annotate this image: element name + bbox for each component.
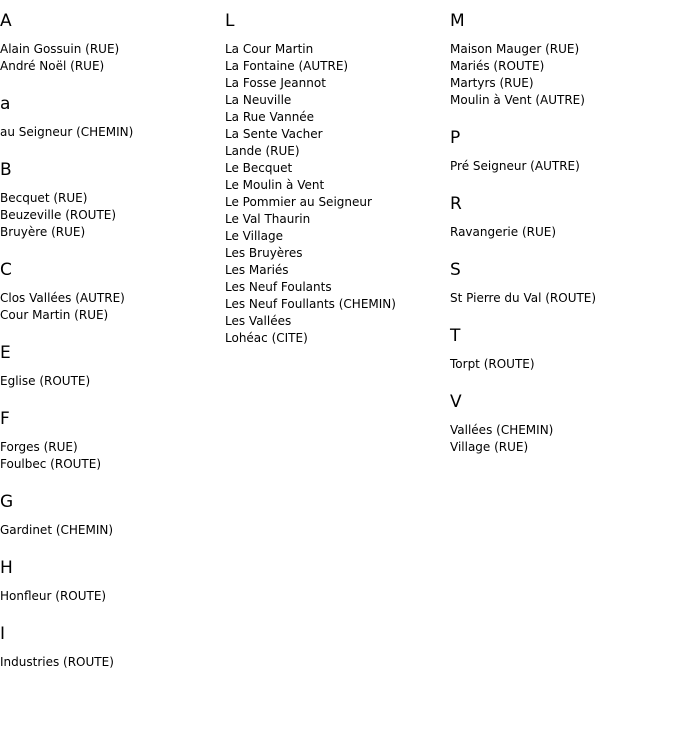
letter-heading: I bbox=[0, 624, 6, 644]
letter-group bbox=[0, 342, 220, 390]
street-link[interactable]: Martyrs (RUE) bbox=[450, 76, 534, 90]
letter-group bbox=[450, 391, 670, 456]
letter-heading: H bbox=[0, 558, 13, 578]
street-link[interactable]: Les Mariés bbox=[225, 263, 289, 277]
street-list bbox=[0, 439, 220, 473]
street-link[interactable]: Cour Martin (RUE) bbox=[0, 308, 109, 322]
letter-group bbox=[225, 10, 445, 347]
street-link[interactable]: La Fosse Jeannot bbox=[225, 76, 326, 90]
street-list bbox=[450, 158, 670, 175]
street-link[interactable]: Eglise (ROUTE) bbox=[0, 374, 91, 388]
street-link[interactable]: Pré Seigneur (AUTRE) bbox=[450, 159, 580, 173]
street-list bbox=[0, 190, 220, 241]
index-column-3 bbox=[450, 10, 670, 474]
street-link[interactable]: Les Neuf Foulants bbox=[225, 280, 332, 294]
street-link[interactable]: Moulin à Vent (AUTRE) bbox=[450, 93, 585, 107]
letter-heading: B bbox=[0, 160, 12, 180]
letter-heading: T bbox=[450, 326, 461, 346]
street-list bbox=[450, 422, 670, 456]
street-link[interactable]: Torpt (ROUTE) bbox=[450, 357, 535, 371]
street-list bbox=[0, 41, 220, 75]
letter-group bbox=[450, 10, 670, 109]
street-list bbox=[0, 654, 220, 671]
street-list bbox=[0, 522, 220, 539]
street-link[interactable]: Gardinet (CHEMIN) bbox=[0, 523, 114, 537]
street-list bbox=[0, 290, 220, 324]
street-link[interactable]: André Noël (RUE) bbox=[0, 59, 105, 73]
street-link[interactable]: Foulbec (ROUTE) bbox=[0, 457, 102, 471]
street-link[interactable]: Honfleur (ROUTE) bbox=[0, 589, 107, 603]
street-link[interactable]: Les Neuf Foullants (CHEMIN) bbox=[225, 297, 396, 311]
street-link[interactable]: Lohéac (CITE) bbox=[225, 331, 308, 345]
letter-group bbox=[0, 623, 220, 671]
letter-group bbox=[0, 491, 220, 539]
street-link[interactable]: Mariés (ROUTE) bbox=[450, 59, 545, 73]
letter-group bbox=[450, 259, 670, 307]
letter-group bbox=[0, 159, 220, 241]
letter-group bbox=[0, 557, 220, 605]
letter-heading: F bbox=[0, 409, 10, 429]
street-link[interactable]: La Sente Vacher bbox=[225, 127, 323, 141]
letter-group bbox=[0, 259, 220, 324]
index-column-2 bbox=[225, 10, 445, 365]
letter-heading: A bbox=[0, 11, 12, 31]
letter-group bbox=[0, 93, 220, 141]
street-link[interactable]: Le Val Thaurin bbox=[225, 212, 311, 226]
letter-heading: C bbox=[0, 260, 12, 280]
street-link[interactable]: Le Becquet bbox=[225, 161, 293, 175]
letter-heading: a bbox=[0, 94, 11, 114]
street-link[interactable]: La Neuville bbox=[225, 93, 292, 107]
street-list bbox=[0, 124, 220, 141]
street-link[interactable]: Maison Mauger (RUE) bbox=[450, 42, 580, 56]
street-link[interactable]: Clos Vallées (AUTRE) bbox=[0, 291, 125, 305]
street-link[interactable]: Les Vallées bbox=[225, 314, 292, 328]
street-link[interactable]: La Rue Vannée bbox=[225, 110, 315, 124]
street-list bbox=[450, 41, 670, 109]
street-link[interactable]: Les Bruyères bbox=[225, 246, 303, 260]
index-column-1 bbox=[0, 10, 220, 689]
street-link[interactable]: Forges (RUE) bbox=[0, 440, 78, 454]
street-list bbox=[450, 224, 670, 241]
street-link[interactable]: Le Village bbox=[225, 229, 283, 243]
letter-group bbox=[450, 193, 670, 241]
letter-heading: E bbox=[0, 343, 11, 363]
letter-heading: R bbox=[450, 194, 462, 214]
street-link[interactable]: Bruyère (RUE) bbox=[0, 225, 86, 239]
street-link[interactable]: Alain Gossuin (RUE) bbox=[0, 42, 120, 56]
street-list bbox=[450, 356, 670, 373]
street-link[interactable]: Beuzeville (ROUTE) bbox=[0, 208, 117, 222]
street-link[interactable]: La Fontaine (AUTRE) bbox=[225, 59, 349, 73]
street-list bbox=[225, 41, 445, 347]
street-link[interactable]: St Pierre du Val (ROUTE) bbox=[450, 291, 597, 305]
street-link[interactable]: Village (RUE) bbox=[450, 440, 529, 454]
street-link[interactable]: Industries (ROUTE) bbox=[0, 655, 114, 669]
letter-heading: L bbox=[225, 11, 235, 31]
street-link[interactable]: Lande (RUE) bbox=[225, 144, 300, 158]
street-list bbox=[0, 588, 220, 605]
street-link[interactable]: Becquet (RUE) bbox=[0, 191, 88, 205]
letter-heading: P bbox=[450, 128, 461, 148]
street-link[interactable]: Ravangerie (RUE) bbox=[450, 225, 557, 239]
street-list bbox=[0, 373, 220, 390]
street-link[interactable]: au Seigneur (CHEMIN) bbox=[0, 125, 134, 139]
letter-group bbox=[450, 325, 670, 373]
letter-heading: S bbox=[450, 260, 461, 280]
letter-heading: M bbox=[450, 11, 465, 31]
street-link[interactable]: Le Moulin à Vent bbox=[225, 178, 325, 192]
street-link[interactable]: Vallées (CHEMIN) bbox=[450, 423, 554, 437]
street-list bbox=[450, 290, 670, 307]
letter-heading: G bbox=[0, 492, 14, 512]
letter-group bbox=[0, 10, 220, 75]
letter-group bbox=[450, 127, 670, 175]
letter-group bbox=[0, 408, 220, 473]
letter-heading: V bbox=[450, 392, 462, 412]
street-link[interactable]: Le Pommier au Seigneur bbox=[225, 195, 372, 209]
street-link[interactable]: La Cour Martin bbox=[225, 42, 314, 56]
